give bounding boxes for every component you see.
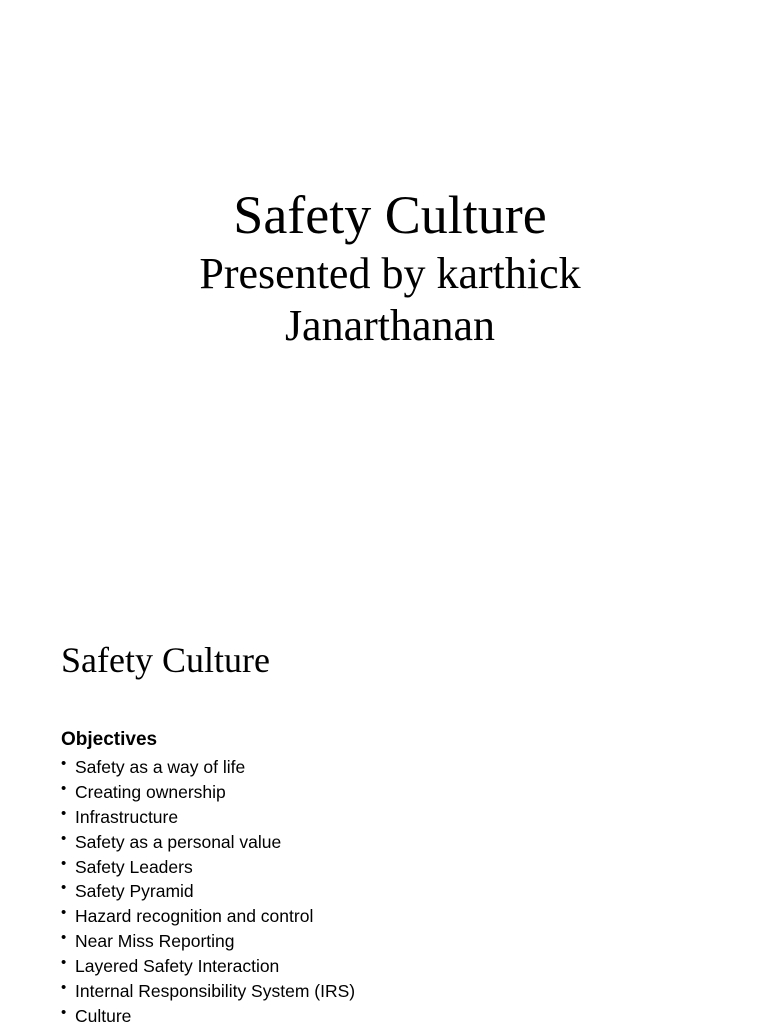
bullet-icon: • bbox=[61, 979, 67, 997]
bullet-icon: • bbox=[61, 879, 67, 897]
bullet-icon: • bbox=[61, 1003, 67, 1021]
list-item bbox=[61, 979, 355, 1004]
slide-title: Safety Culture bbox=[233, 185, 547, 245]
list-item bbox=[61, 904, 355, 929]
subtitle-line-2: Janarthanan bbox=[284, 301, 496, 350]
list-item-text: Hazard recognition and control bbox=[75, 906, 314, 927]
list-item-text: Safety as a personal value bbox=[75, 831, 282, 852]
list-item bbox=[61, 855, 355, 880]
list-item-text: Culture bbox=[75, 1005, 132, 1024]
bullet-icon: • bbox=[61, 755, 67, 772]
list-item bbox=[61, 805, 355, 830]
list-item-text: Layered Safety Interaction bbox=[75, 956, 280, 977]
list-item-text: Internal Responsibility System (IRS) bbox=[75, 981, 356, 1002]
bullet-icon: • bbox=[61, 804, 67, 822]
list-item bbox=[61, 780, 355, 805]
list-item-text: Safety Leaders bbox=[75, 856, 193, 877]
objectives-heading: Objectives bbox=[61, 729, 158, 750]
objectives-slide bbox=[0, 620, 768, 1024]
bullet-icon: • bbox=[61, 929, 67, 947]
list-item-text: Safety as a way of life bbox=[75, 757, 246, 777]
list-item-text: Near Miss Reporting bbox=[75, 931, 235, 952]
list-item bbox=[61, 755, 355, 780]
list-item bbox=[61, 929, 355, 954]
bullet-icon: • bbox=[61, 954, 67, 972]
bullet-icon: • bbox=[61, 829, 67, 847]
list-item bbox=[61, 1004, 355, 1024]
list-item bbox=[61, 879, 355, 904]
subtitle-line-1: Presented by karthick bbox=[199, 249, 581, 298]
bullet-icon: • bbox=[61, 854, 67, 872]
slide-title: Safety Culture bbox=[61, 640, 270, 680]
slide-subtitle bbox=[0, 248, 768, 352]
objectives-list bbox=[61, 755, 355, 1024]
bullet-icon: • bbox=[61, 779, 67, 797]
list-item bbox=[61, 954, 355, 979]
list-item bbox=[61, 830, 355, 855]
list-item-text: Creating ownership bbox=[75, 781, 226, 802]
list-item-text: Infrastructure bbox=[75, 806, 179, 827]
bullet-icon: • bbox=[61, 904, 67, 922]
list-item-text: Safety Pyramid bbox=[75, 881, 194, 902]
